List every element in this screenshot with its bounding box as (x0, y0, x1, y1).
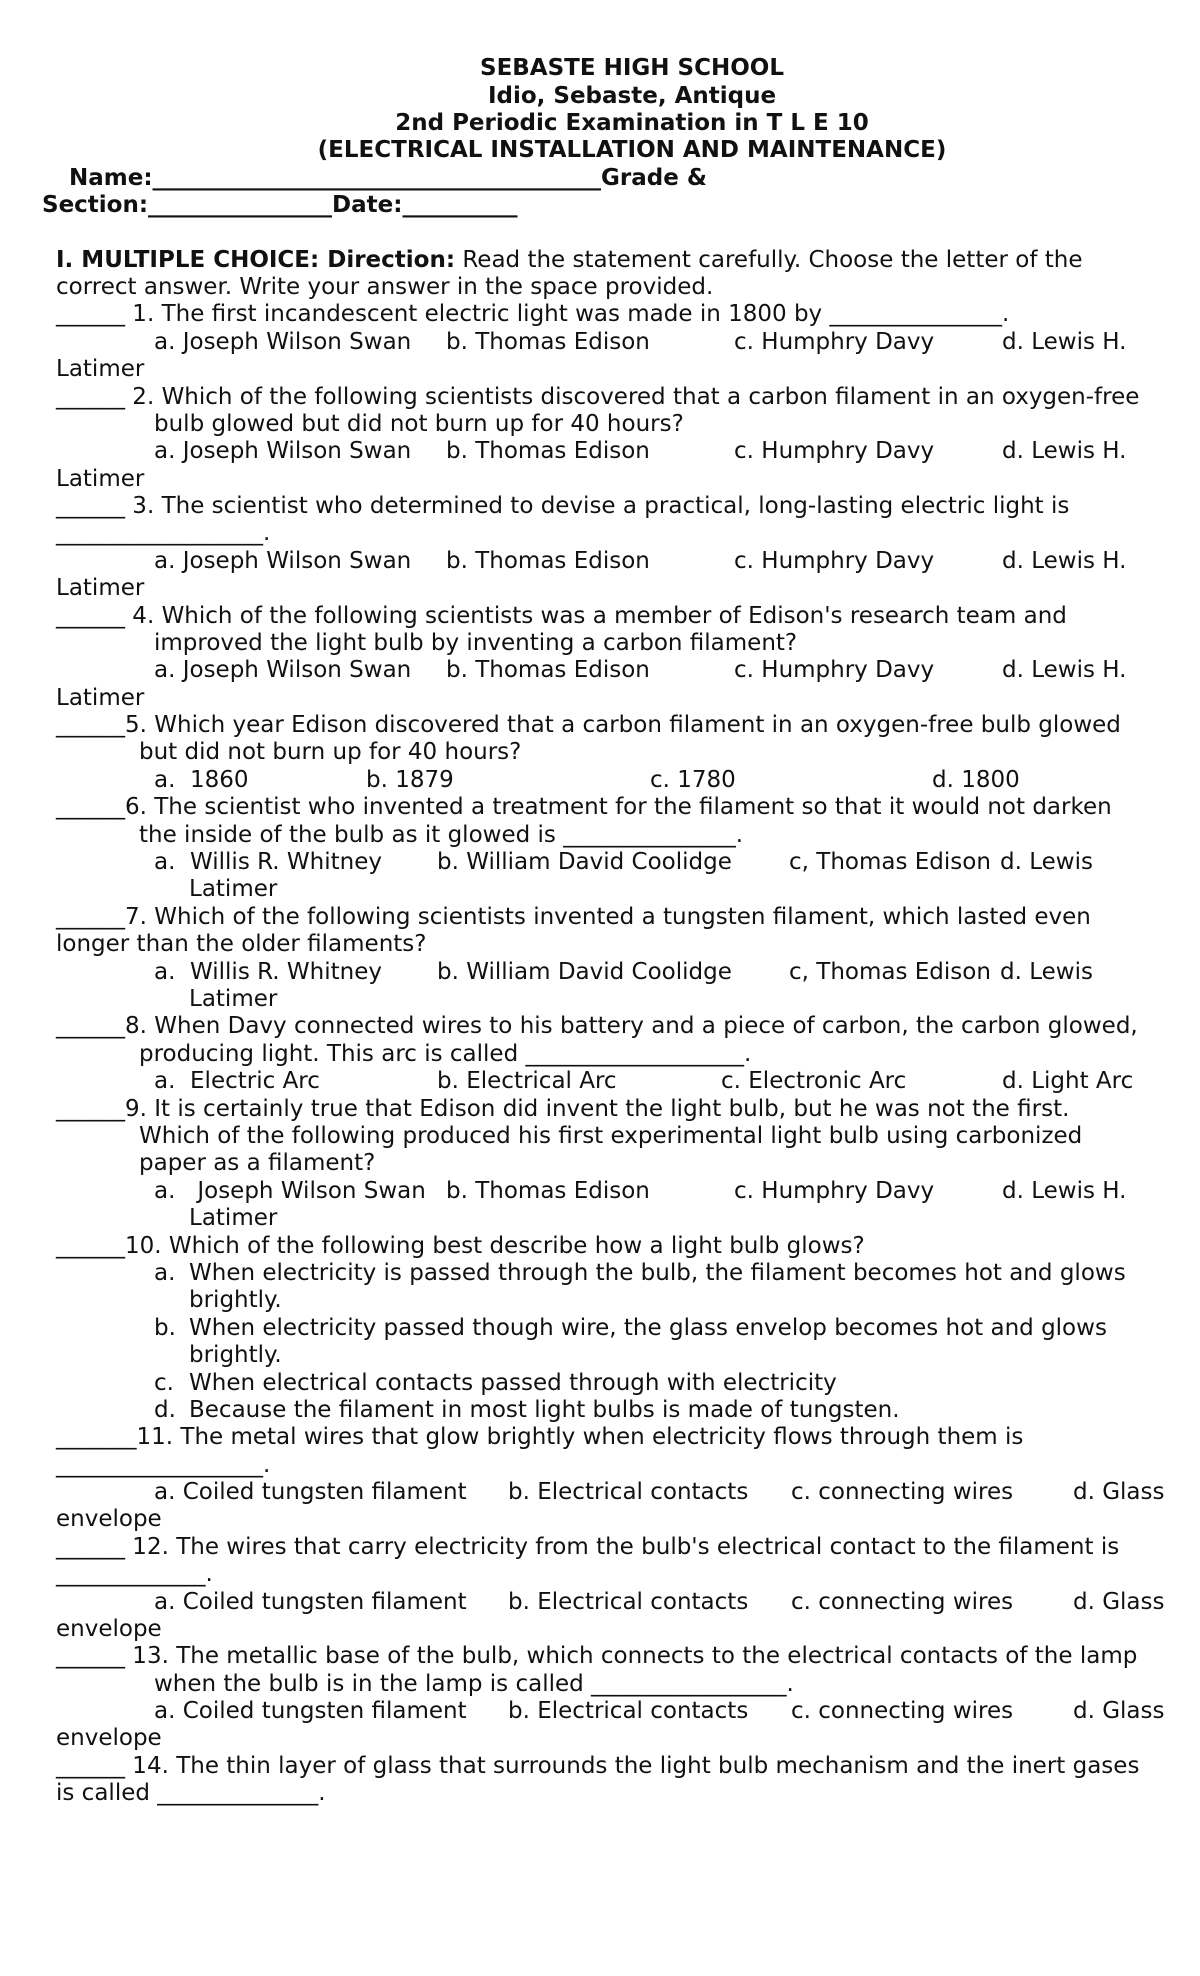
question-9-choice-d: d. Lewis H. (1002, 1178, 1127, 1204)
question-5-choice-b: b. 1879 (366, 767, 454, 793)
question-12-text: ______ 12. The wires that carry electricity from the bulb's electrical contact to the filament is (56, 1534, 1120, 1560)
question-11-text-cont: __________________. (56, 1452, 271, 1478)
question-1-choice-a: a. Joseph Wilson Swan (154, 329, 412, 355)
question-3-choice-b: b. Thomas Edison (446, 548, 650, 574)
question-4-choice-b: b. Thomas Edison (446, 657, 650, 683)
question-7-choice-c: c, Thomas Edison (789, 959, 991, 985)
question-12-text-cont: _____________. (56, 1561, 213, 1587)
question-8-choice-d: d. Light Arc (1002, 1068, 1134, 1094)
question-10-choice-d-letter: d. (154, 1397, 176, 1423)
question-9-text-cont-2: paper as a filament? (139, 1150, 376, 1176)
question-9-choice-b: b. Thomas Edison (446, 1178, 650, 1204)
question-6-choice-d: d. Lewis (1000, 849, 1093, 875)
question-7-text-cont: longer than the older filaments? (56, 931, 427, 957)
question-10-choice-c-letter: c. (154, 1370, 174, 1396)
question-3-choice-d: d. Lewis H. (1002, 548, 1127, 574)
question-8-choice-b: b. Electrical Arc (437, 1068, 617, 1094)
question-3-text-cont: __________________. (56, 520, 271, 546)
exam-title: 2nd Periodic Examination in T L E 10 (395, 110, 869, 136)
question-9-choice-a: a. Joseph Wilson Swan (154, 1178, 426, 1204)
directions-line-2: correct answer. Write your answer in the space provided. (56, 274, 714, 300)
question-4-text: ______ 4. Which of the following scientists was a member of Edison's research team and (56, 603, 1067, 629)
question-5-text: ______5. Which year Edison discovered that a carbon filament in an oxygen-free bulb glowed (56, 712, 1121, 738)
directions-text: Read the statement carefully. Choose the letter of the (455, 247, 1083, 273)
question-10-choice-a-letter: a. (154, 1260, 176, 1286)
question-1-choice-b: b. Thomas Edison (446, 329, 650, 355)
question-13-choice-b: b. Electrical contacts (508, 1698, 749, 1724)
question-13-choice-a: a. Coiled tungsten filament (154, 1698, 467, 1724)
question-14-text-cont: is called ______________. (56, 1780, 326, 1806)
question-4-choice-c: c. Humphry Davy (734, 657, 935, 683)
question-4-choice-d: d. Lewis H. (1002, 657, 1127, 683)
question-4-choice-d-wrap: Latimer (56, 685, 145, 711)
question-1-choice-d-wrap: Latimer (56, 356, 145, 382)
question-4-choice-a: a. Joseph Wilson Swan (154, 657, 412, 683)
question-10-choice-b: When electricity passed though wire, the glass envelop becomes hot and glows (189, 1315, 1107, 1341)
question-2-choice-b: b. Thomas Edison (446, 438, 650, 464)
question-7-choice-d: d. Lewis (1000, 959, 1093, 985)
school-address: Idio, Sebaste, Antique (487, 83, 777, 109)
school-name: SEBASTE HIGH SCHOOL (480, 55, 784, 81)
question-11-choice-d-wrap: envelope (56, 1506, 162, 1532)
question-12-choice-c: c. connecting wires (791, 1589, 1014, 1615)
question-2-choice-d: d. Lewis H. (1002, 438, 1127, 464)
question-8-text-cont: producing light. This arc is called ___________________. (139, 1041, 752, 1067)
question-1-text: ______ 1. The first incandescent electric light was made in 1800 by _______________. (56, 301, 1010, 327)
question-11-choice-d: d. Glass (1073, 1479, 1165, 1505)
question-10-choice-c: When electrical contacts passed through with electricity (189, 1370, 837, 1396)
question-6-choice-d-wrap: Latimer (189, 876, 278, 902)
question-10-text: ______10. Which of the following best describe how a light bulb glows? (56, 1233, 865, 1259)
question-4-text-cont: improved the light bulb by inventing a carbon filament? (154, 630, 798, 656)
question-13-text-cont: when the bulb is in the lamp is called _________________. (154, 1671, 794, 1697)
question-5-text-cont: but did not burn up for 40 hours? (139, 739, 522, 765)
question-2-text-cont: bulb glowed but did not burn up for 40 hours? (154, 411, 684, 437)
question-13-choice-c: c. connecting wires (791, 1698, 1014, 1724)
question-12-choice-d: d. Glass (1073, 1589, 1165, 1615)
question-6-choice-c: c, Thomas Edison (789, 849, 991, 875)
question-10-choice-d: Because the filament in most light bulbs is made of tungsten. (189, 1397, 900, 1423)
question-11-choice-a: a. Coiled tungsten filament (154, 1479, 467, 1505)
question-3-choice-a: a. Joseph Wilson Swan (154, 548, 412, 574)
question-13-text: ______ 13. The metallic base of the bulb, which connects to the electrical contacts of the lamp (56, 1643, 1138, 1669)
question-7-choice-a: a. Willis R. Whitney (154, 959, 382, 985)
question-5-choice-c: c. 1780 (650, 767, 736, 793)
question-12-choice-a: a. Coiled tungsten filament (154, 1589, 467, 1615)
section-date-field[interactable]: Section:________________Date:__________ (42, 192, 518, 218)
question-6-choice-a: a. Willis R. Whitney (154, 849, 382, 875)
name-field[interactable]: Name:_______________________________________Grade & (69, 165, 707, 191)
question-10-choice-b-letter: b. (154, 1315, 176, 1341)
question-2-choice-d-wrap: Latimer (56, 466, 145, 492)
question-11-choice-c: c. connecting wires (791, 1479, 1014, 1505)
question-3-text: ______ 3. The scientist who determined to devise a practical, long-lasting electric light is (56, 493, 1070, 519)
question-1-choice-d: d. Lewis H. (1002, 329, 1127, 355)
directions-line-1 (56, 246, 1082, 274)
question-8-choice-c: c. Electronic Arc (721, 1068, 907, 1094)
question-2-text: ______ 2. Which of the following scientists discovered that a carbon filament in an oxygen-free (56, 384, 1140, 410)
question-8-choice-a: a. Electric Arc (154, 1068, 320, 1094)
question-8-text: ______8. When Davy connected wires to his battery and a piece of carbon, the carbon glowed, (56, 1013, 1138, 1039)
question-3-choice-d-wrap: Latimer (56, 575, 145, 601)
question-11-choice-b: b. Electrical contacts (508, 1479, 749, 1505)
question-9-text-cont: Which of the following produced his first experimental light bulb using carbonized (139, 1123, 1083, 1149)
question-14-text: ______ 14. The thin layer of glass that surrounds the light bulb mechanism and the inert gases (56, 1753, 1140, 1779)
question-5-choice-d: d. 1800 (932, 767, 1020, 793)
question-6-text: ______6. The scientist who invented a treatment for the filament so that it would not darken (56, 794, 1112, 820)
question-10-choice-b-cont: brightly. (189, 1342, 282, 1368)
question-3-choice-c: c. Humphry Davy (734, 548, 935, 574)
exam-subject: (ELECTRICAL INSTALLATION AND MAINTENANCE) (317, 137, 947, 163)
part-label: I. MULTIPLE CHOICE: Direction: (56, 247, 456, 273)
question-12-choice-d-wrap: envelope (56, 1616, 162, 1642)
question-5-choice-a: a. 1860 (154, 767, 249, 793)
question-13-choice-d-wrap: envelope (56, 1725, 162, 1751)
question-10-choice-a: When electricity is passed through the bulb, the filament becomes hot and glows (189, 1260, 1126, 1286)
question-6-choice-b: b. William David Coolidge (437, 849, 732, 875)
question-7-text: ______7. Which of the following scientists invented a tungsten filament, which lasted even (56, 904, 1091, 930)
question-10-choice-a-cont: brightly. (189, 1287, 282, 1313)
question-1-choice-c: c. Humphry Davy (734, 329, 935, 355)
question-13-choice-d: d. Glass (1073, 1698, 1165, 1724)
question-2-choice-c: c. Humphry Davy (734, 438, 935, 464)
question-7-choice-d-wrap: Latimer (189, 986, 278, 1012)
question-2-choice-a: a. Joseph Wilson Swan (154, 438, 412, 464)
question-6-text-cont: the inside of the bulb as it glowed is _______________. (139, 822, 744, 848)
question-9-text: ______9. It is certainly true that Edison did invent the light bulb, but he was not the first. (56, 1096, 1070, 1122)
question-7-choice-b: b. William David Coolidge (437, 959, 732, 985)
question-12-choice-b: b. Electrical contacts (508, 1589, 749, 1615)
question-11-text: _______11. The metal wires that glow brightly when electricity flows through them is (56, 1424, 1024, 1450)
question-9-choice-d-wrap: Latimer (189, 1205, 278, 1231)
question-9-choice-c: c. Humphry Davy (734, 1178, 935, 1204)
